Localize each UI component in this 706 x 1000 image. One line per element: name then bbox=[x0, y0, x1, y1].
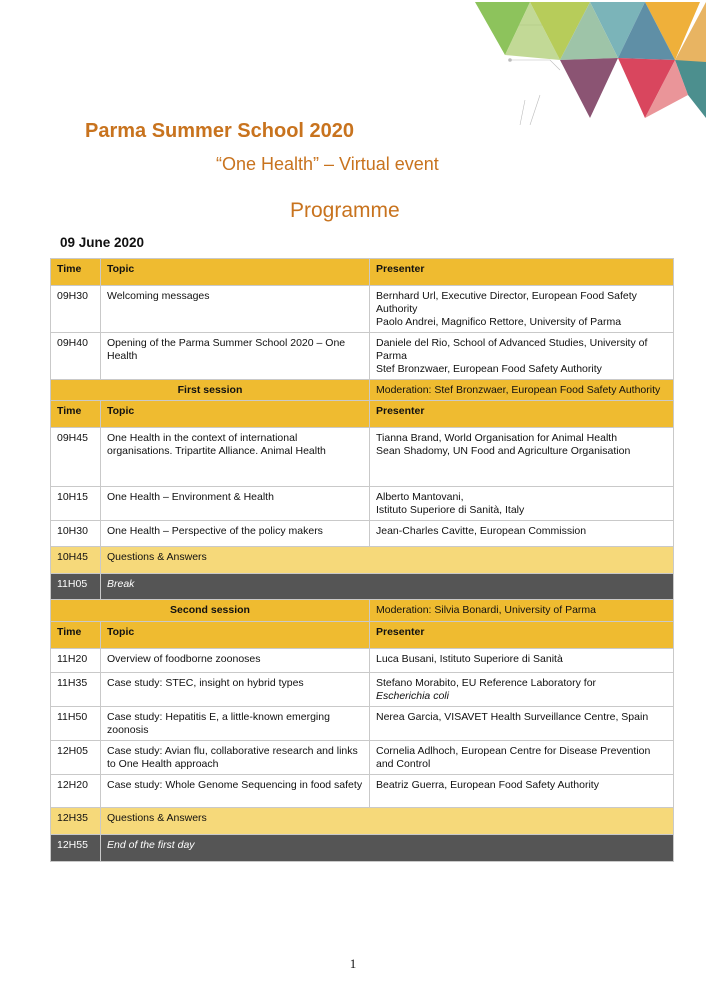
row-topic: Case study: Hepatitis E, a little-known emerging zoonosis bbox=[101, 707, 370, 741]
row-presenter: Cornelia Adlhoch, European Centre for Disease Prevention and Control bbox=[370, 741, 674, 775]
table-row bbox=[51, 649, 674, 673]
row-time: 10H30 bbox=[51, 521, 101, 547]
row-topic: Case study: Avian flu, collaborative research and links to One Health approach bbox=[101, 741, 370, 775]
page-title: Parma Summer School 2020 bbox=[85, 120, 355, 142]
row-time: 09H45 bbox=[51, 428, 101, 487]
col-presenter-header: Presenter bbox=[370, 259, 674, 286]
session-moderation: Moderation: Silvia Bonardi, University of Parma bbox=[370, 600, 674, 622]
session-name: Second session bbox=[51, 600, 370, 622]
presenter-line: Bernhard Url, Executive Director, European Food Safety Authority Paolo Andrei, Magnifico Rettore, University of Parma bbox=[376, 290, 637, 328]
col-topic-header: Topic bbox=[101, 622, 370, 649]
event-subtitle: “One Health” – Virtual event bbox=[216, 154, 439, 174]
row-time: 12H20 bbox=[51, 775, 101, 808]
row-time: 10H45 bbox=[51, 547, 101, 574]
row-time: 12H55 bbox=[51, 835, 101, 862]
programme-table bbox=[50, 258, 674, 862]
col-time-header: Time bbox=[51, 259, 101, 286]
row-time: 11H50 bbox=[51, 707, 101, 741]
session-row bbox=[51, 380, 674, 401]
qa-label: Questions & Answers bbox=[101, 547, 674, 574]
presenter-line: Stefano Morabito, EU Reference Laboratory for bbox=[376, 677, 597, 689]
row-presenter bbox=[370, 286, 674, 333]
row-presenter bbox=[370, 333, 674, 380]
qa-row bbox=[51, 808, 674, 835]
presenter-line: Tianna Brand, World Organisation for Animal Health Sean Shadomy, UN Food and Agriculture Organisation bbox=[376, 432, 631, 457]
col-topic-header: Topic bbox=[101, 401, 370, 428]
row-presenter: Jean-Charles Cavitte, European Commission bbox=[370, 521, 674, 547]
programme-heading: Programme bbox=[290, 199, 400, 222]
row-time: 12H35 bbox=[51, 808, 101, 835]
presenter-line: Alberto Mantovani, Istituto Superiore di Sanità, Italy bbox=[376, 491, 525, 516]
col-presenter-header: Presenter bbox=[370, 401, 674, 428]
table-header-row bbox=[51, 622, 674, 649]
table-header-row bbox=[51, 259, 674, 286]
session-row bbox=[51, 600, 674, 622]
row-topic: Opening of the Parma Summer School 2020 – One Health bbox=[101, 333, 370, 380]
session-name: First session bbox=[51, 380, 370, 401]
table-row bbox=[51, 487, 674, 521]
row-presenter: Luca Busani, Istituto Superiore di Sanità bbox=[370, 649, 674, 673]
break-label: Break bbox=[101, 574, 674, 600]
row-time: 11H20 bbox=[51, 649, 101, 673]
row-presenter bbox=[370, 487, 674, 521]
row-time: 11H05 bbox=[51, 574, 101, 600]
presenter-line: Daniele del Rio, School of Advanced Studies, University of Parma Stef Bronzwaer, European Food Safety Authority bbox=[376, 337, 648, 375]
row-presenter: Beatriz Guerra, European Food Safety Authority bbox=[370, 775, 674, 808]
row-topic: Welcoming messages bbox=[101, 286, 370, 333]
qa-row bbox=[51, 547, 674, 574]
page-number: 1 bbox=[349, 956, 357, 971]
col-topic-header: Topic bbox=[101, 259, 370, 286]
row-time: 12H05 bbox=[51, 741, 101, 775]
col-time-header: Time bbox=[51, 622, 101, 649]
presenter-italic: Escherichia coli bbox=[376, 690, 449, 702]
table-header-row bbox=[51, 401, 674, 428]
row-topic: Overview of foodborne zoonoses bbox=[101, 649, 370, 673]
table-row bbox=[51, 333, 674, 380]
session-moderation: Moderation: Stef Bronzwaer, European Food Safety Authority bbox=[370, 380, 674, 401]
table-row bbox=[51, 673, 674, 707]
table-row bbox=[51, 775, 674, 808]
table-row bbox=[51, 428, 674, 487]
qa-label: Questions & Answers bbox=[101, 808, 674, 835]
row-presenter bbox=[370, 428, 674, 487]
table-row bbox=[51, 707, 674, 741]
break-row bbox=[51, 574, 674, 600]
table-row bbox=[51, 286, 674, 333]
row-presenter: Nerea Garcia, VISAVET Health Surveillance Centre, Spain bbox=[370, 707, 674, 741]
table-row bbox=[51, 741, 674, 775]
row-topic: One Health – Perspective of the policy makers bbox=[101, 521, 370, 547]
row-time: 09H30 bbox=[51, 286, 101, 333]
end-row bbox=[51, 835, 674, 862]
end-label: End of the first day bbox=[101, 835, 674, 862]
row-time: 11H35 bbox=[51, 673, 101, 707]
row-time: 10H15 bbox=[51, 487, 101, 521]
row-topic: One Health in the context of international organisations. Tripartite Alliance. Animal Health bbox=[101, 428, 370, 487]
row-topic: Case study: Whole Genome Sequencing in food safety bbox=[101, 775, 370, 808]
col-presenter-header: Presenter bbox=[370, 622, 674, 649]
table-row bbox=[51, 521, 674, 547]
event-date: 09 June 2020 bbox=[60, 235, 145, 250]
row-presenter bbox=[370, 673, 674, 707]
decorative-triangles bbox=[470, 0, 706, 125]
row-topic: Case study: STEC, insight on hybrid types bbox=[101, 673, 370, 707]
col-time-header: Time bbox=[51, 401, 101, 428]
row-topic: One Health – Environment & Health bbox=[101, 487, 370, 521]
row-time: 09H40 bbox=[51, 333, 101, 380]
